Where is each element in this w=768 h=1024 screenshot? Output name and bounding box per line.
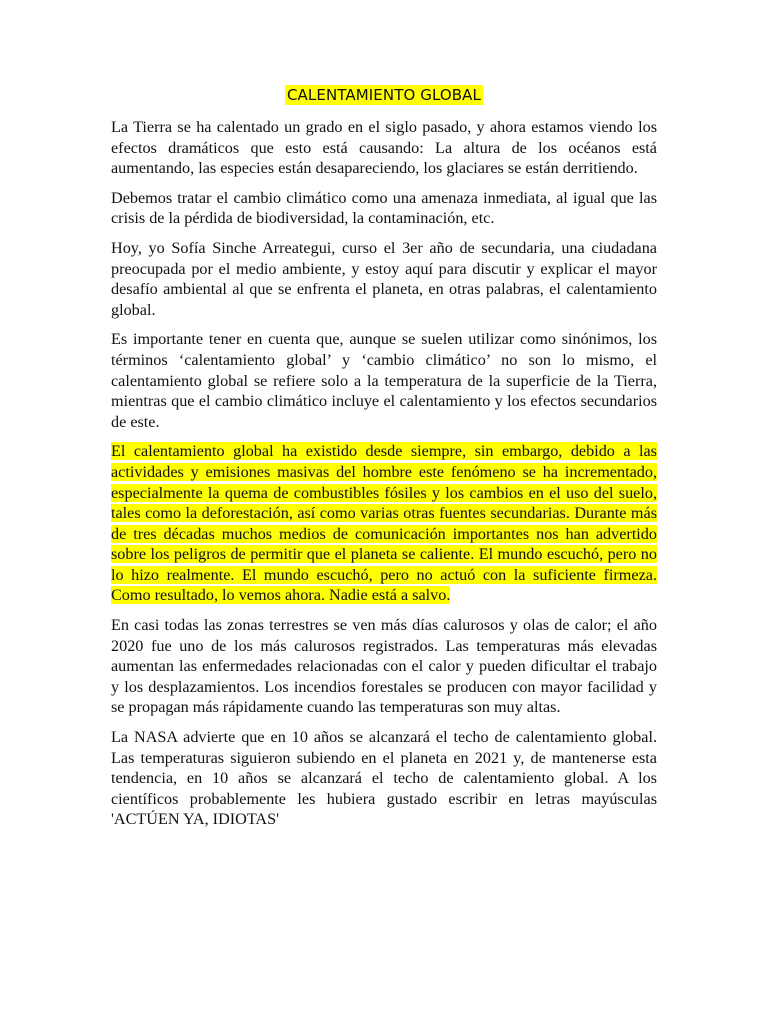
document-title: CALENTAMIENTO GLOBAL bbox=[286, 86, 481, 104]
paragraph-text: Debemos tratar el cambio climático como una amenaza inmediata, al igual que las crisis de la pérdida de biodiversidad, la contaminación, etc. bbox=[111, 188, 657, 228]
highlighted-text: El calentamiento global ha existido desde siempre, sin embargo, debido a las actividades y emisiones masivas del hombre este fenómeno se ha incrementado, especialmente la quema de combustibles fósiles y los cambios en el uso del suelo, tales como la deforestación, así como varias otras fuentes secundarias. Durante más de tres décadas muchos medios de comunicación importantes nos han advertido sobre los peligros de permitir que el planeta se caliente. El mundo escuchó, pero no lo hizo realmente. El mundo escuchó, pero no actuó con la suficiente firmeza. Como resultado, lo vemos ahora. Nadie está a salvo. bbox=[111, 442, 657, 605]
paragraph-text: Hoy, yo Sofía Sinche Arreategui, curso el 3er año de secundaria, una ciudadana preocupada por el medio ambiente, y estoy aquí para discutir y explicar el mayor desafío ambiental al que se enfrenta el planeta, en otras palabras, el calentamiento global. bbox=[111, 238, 657, 319]
paragraph-threat bbox=[111, 188, 657, 229]
document-body bbox=[111, 117, 657, 839]
paragraph-text: En casi todas las zonas terrestres se ven más días calurosos y olas de calor; el año 2020 fue uno de los más calurosos registrados. Las temperaturas más elevadas aumentan las enfermedades relacionadas con el calor y pueden dificultar el trabajo y los desplazamientos. Los incendios forestales se producen con mayor facilidad y se propagan más rápidamente cuando las temperaturas son muy altas. bbox=[111, 616, 657, 717]
paragraph-heat-waves bbox=[111, 615, 657, 718]
paragraph-intro bbox=[111, 117, 657, 179]
title-container bbox=[0, 86, 768, 105]
paragraph-nasa bbox=[111, 727, 657, 830]
paragraph-author bbox=[111, 238, 657, 320]
paragraph-text: La Tierra se ha calentado un grado en el siglo pasado, y ahora estamos viendo los efectos dramáticos que esto está causando: La altura de los océanos está aumentando, las especies están desapareciendo, los glaciares se están derritiendo. bbox=[111, 118, 657, 178]
paragraph-text: La NASA advierte que en 10 años se alcanzará el techo de calentamiento global. Las temperaturas siguieron subiendo en el planeta en 2021 y, de mantenerse esta tendencia, en 10 años se alcanzará el techo de calentamiento global. A los científicos probablemente les hubiera gustado escribir en letras mayúsculas 'ACTÚEN YA, IDIOTAS' bbox=[111, 728, 657, 829]
paragraph-definitions bbox=[111, 329, 657, 432]
paragraph-text: Es importante tener en cuenta que, aunque se suelen utilizar como sinónimos, los términos ‘calentamiento global’ y ‘cambio climático’ no son lo mismo, el calentamiento global se refiere solo a la temperatura de la superficie de la Tierra, mientras que el cambio climático incluye el calentamiento y los efectos secundarios de este. bbox=[111, 330, 657, 431]
paragraph-highlighted bbox=[111, 441, 657, 606]
